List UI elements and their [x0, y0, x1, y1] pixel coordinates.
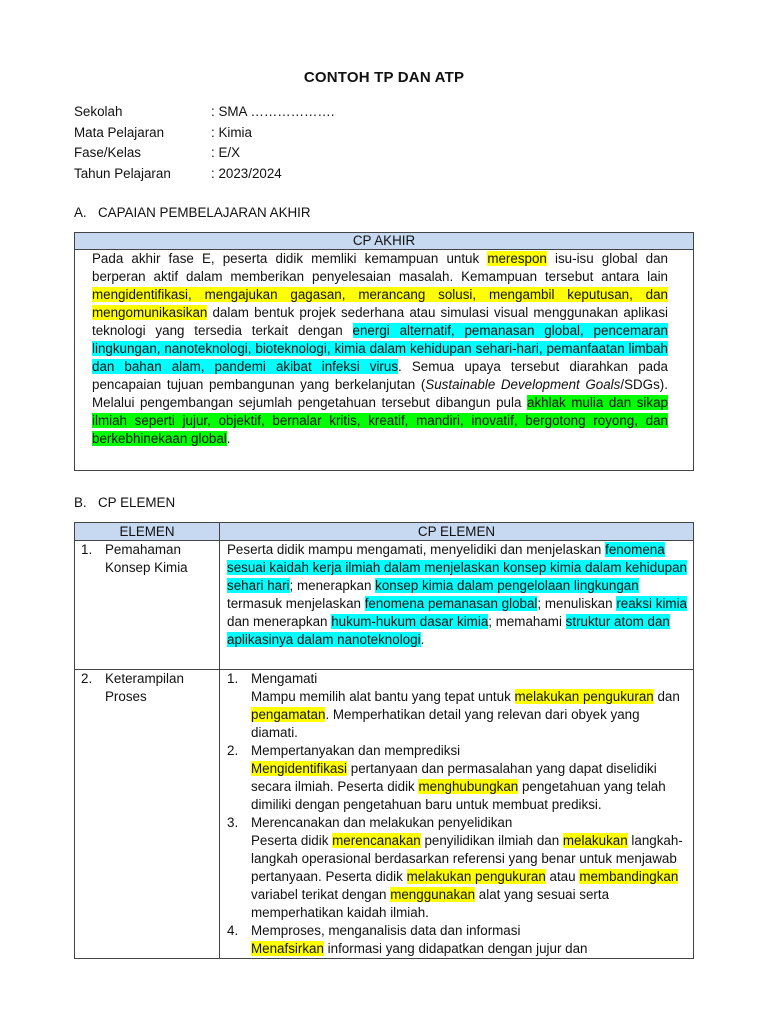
info-label: Mata Pelajaran — [74, 124, 165, 140]
list-item — [227, 922, 687, 958]
info-value: : SMA ………………. — [211, 104, 335, 119]
elemen-cell — [75, 541, 220, 670]
item-title: Merencanakan dan melakukan penyelidikan — [251, 815, 513, 830]
text-run: Peserta didik — [251, 833, 333, 848]
text-run: termasuk menjelaskan — [227, 596, 365, 611]
text-run: dalam bentuk projek sederhana atau simulasi visual menggunakan aplikasi teknologi yang tersedia terkait dengan — [92, 305, 668, 338]
cp-elemen-cell — [220, 670, 694, 959]
item-body — [251, 742, 687, 814]
text-run: /SDGs). Melalui pengembangan sejumlah pengetahuan tersebut dibangun pula — [92, 377, 668, 410]
list-item — [227, 742, 687, 814]
table-row — [75, 670, 694, 959]
text-run: variabel terikat dengan — [251, 887, 391, 902]
highlight-yellow: Menafsirkan — [251, 941, 324, 956]
highlight-cyan: fenomena pemanasan global — [364, 596, 538, 611]
text-run: pengetahuan yang telah dimiliki dengan pengetahuan baru untuk membuat prediksi. — [251, 779, 666, 812]
item-number: 3. — [227, 815, 239, 830]
highlight-yellow: merespon — [487, 251, 547, 266]
info-value: : Kimia — [211, 124, 252, 140]
info-label: Sekolah — [74, 104, 123, 119]
cp-akhir-text — [75, 250, 694, 471]
cp-akhir-header: CP AKHIR — [75, 233, 694, 250]
info-row-tahun — [74, 165, 335, 186]
info-block — [74, 103, 335, 185]
cp-elemen-table — [74, 522, 694, 959]
section-letter: A. — [74, 205, 87, 220]
text-run: alat yang sesuai serta memperhatikan kaidah ilmiah. — [251, 887, 610, 920]
section-title: CAPAIAN PEMBELAJARAN AKHIR — [98, 205, 311, 220]
item-number: 2. — [227, 743, 239, 758]
italic-term: Sustainable Development Goals — [425, 377, 621, 392]
highlight-yellow: melakukan — [562, 833, 628, 848]
column-header-cp-elemen: CP ELEMEN — [220, 523, 694, 541]
text-run: Mampu memilih alat bantu yang tepat untuk — [251, 689, 515, 704]
item-number: 4. — [227, 923, 239, 938]
section-title: CP ELEMEN — [98, 495, 176, 510]
highlight-yellow: melakukan pengukuran — [406, 869, 546, 884]
list-item — [227, 670, 687, 742]
info-row-sekolah — [74, 103, 335, 124]
info-value: : 2023/2024 — [211, 165, 282, 181]
highlight-green: akhlak mulia dan sikap ilmiah seperti jujur, objektif, bernalar kritis, kreatif, mandiri, inovatif, bergotong royong, dan berkebhinekaan global — [92, 395, 668, 446]
text-run: informasi yang didapatkan dengan jujur dan — [323, 941, 588, 956]
highlight-cyan: reaksi kimia — [616, 596, 687, 611]
elemen-name: Pemahaman Konsep Kimia — [105, 542, 188, 575]
highlight-yellow: merencanakan — [332, 833, 421, 848]
text-run: . — [420, 632, 425, 647]
info-label: Tahun Pelajaran — [74, 165, 171, 181]
item-title: Memproses, menganalisis data dan informasi — [251, 923, 521, 938]
highlight-yellow: menghubungkan — [418, 779, 519, 794]
text-run: . — [226, 431, 231, 446]
table-row — [75, 541, 694, 670]
item-body — [251, 922, 687, 958]
item-title: Mempertanyakan dan memprediksi — [251, 743, 461, 758]
text-run: langkah-langkah operasional berdasarkan referensi yang benar untuk menjawab pertanyaan. Peserta didik — [251, 833, 683, 884]
text-run: dan menerapkan — [227, 614, 332, 629]
highlight-cyan: konsep kimia dalam pengelolaan lingkungan — [375, 578, 639, 593]
section-letter: B. — [74, 495, 87, 510]
cp-elemen-cell — [220, 541, 694, 670]
text-run: ; memahami — [488, 614, 566, 629]
item-title: Mengamati — [251, 671, 318, 686]
info-label: Fase/Kelas — [74, 145, 141, 160]
column-header-elemen: ELEMEN — [75, 523, 220, 541]
section-a-heading — [74, 205, 311, 220]
text-run: . Memperhatikan detail yang relevan dari obyek yang diamati. — [251, 707, 640, 740]
document-title: CONTOH TP DAN ATP — [303, 69, 465, 86]
text-run: isu-isu global dan berperan aktif dalam memberikan penyelesaian masalah. Kemampuan tersebut antara lain — [92, 251, 668, 284]
info-row-mapel — [74, 124, 335, 145]
text-run: ; menerapkan — [289, 578, 376, 593]
text-run: ; menuliskan — [537, 596, 617, 611]
text-run: atau — [545, 869, 580, 884]
highlight-cyan: energi alternatif, pemanasan global, pencemaran lingkungan, nanoteknologi, bioteknologi, kimia dalam kehidupan sehari-hari, pemanfaatan limbah dan bahan alam, pandemi akibat infeksi virus — [92, 323, 668, 374]
item-body — [251, 670, 687, 742]
highlight-cyan: fenomena sesuai kaidah kerja ilmiah dalam menjelaskan konsep kimia dalam kehidupan sehari hari — [227, 542, 687, 593]
text-run: . Semua upaya tersebut diarahkan pada pencapaian tujuan pembangunan yang berkelanjutan ( — [92, 359, 668, 392]
text-run: Peserta didik mampu mengamati, menyelidiki dan menjelaskan — [227, 542, 606, 557]
highlight-yellow: melakukan pengukuran — [514, 689, 654, 704]
row-number: 1. — [81, 542, 93, 557]
row-number: 2. — [81, 671, 93, 686]
list-item — [227, 814, 687, 922]
highlight-yellow: menggunakan — [390, 887, 476, 902]
text-run: pertanyaan dan permasalahan yang dapat diselidiki secara ilmiah. Peserta didik — [251, 761, 657, 794]
text-run: penyilidikan ilmiah dan — [420, 833, 563, 848]
elemen-name: Keterampilan Proses — [105, 671, 184, 704]
table-header-row — [75, 523, 694, 541]
text-run: Pada akhir fase E, peserta didik memliki kemampuan untuk — [92, 251, 488, 266]
cp-akhir-table — [74, 232, 694, 471]
highlight-yellow: Mengidentifikasi — [251, 761, 348, 776]
highlight-yellow: pengamatan — [251, 707, 326, 722]
highlight-yellow: mengidentifikasi, mengajukan gagasan, merancang solusi, mengambil keputusan, dan mengomunikasikan — [92, 287, 668, 320]
skills-list — [227, 670, 687, 958]
highlight-cyan: struktur atom dan aplikasinya dalam nanoteknologi — [227, 614, 670, 647]
text-run: dan — [653, 689, 680, 704]
elemen-cell — [75, 670, 220, 959]
item-body — [251, 814, 687, 922]
info-row-fase — [74, 144, 335, 165]
highlight-cyan: hukum-hukum dasar kimia — [331, 614, 489, 629]
item-number: 1. — [227, 671, 239, 686]
section-b-heading — [74, 495, 175, 510]
info-value: : E/X — [211, 145, 241, 160]
highlight-yellow: membandingkan — [579, 869, 679, 884]
